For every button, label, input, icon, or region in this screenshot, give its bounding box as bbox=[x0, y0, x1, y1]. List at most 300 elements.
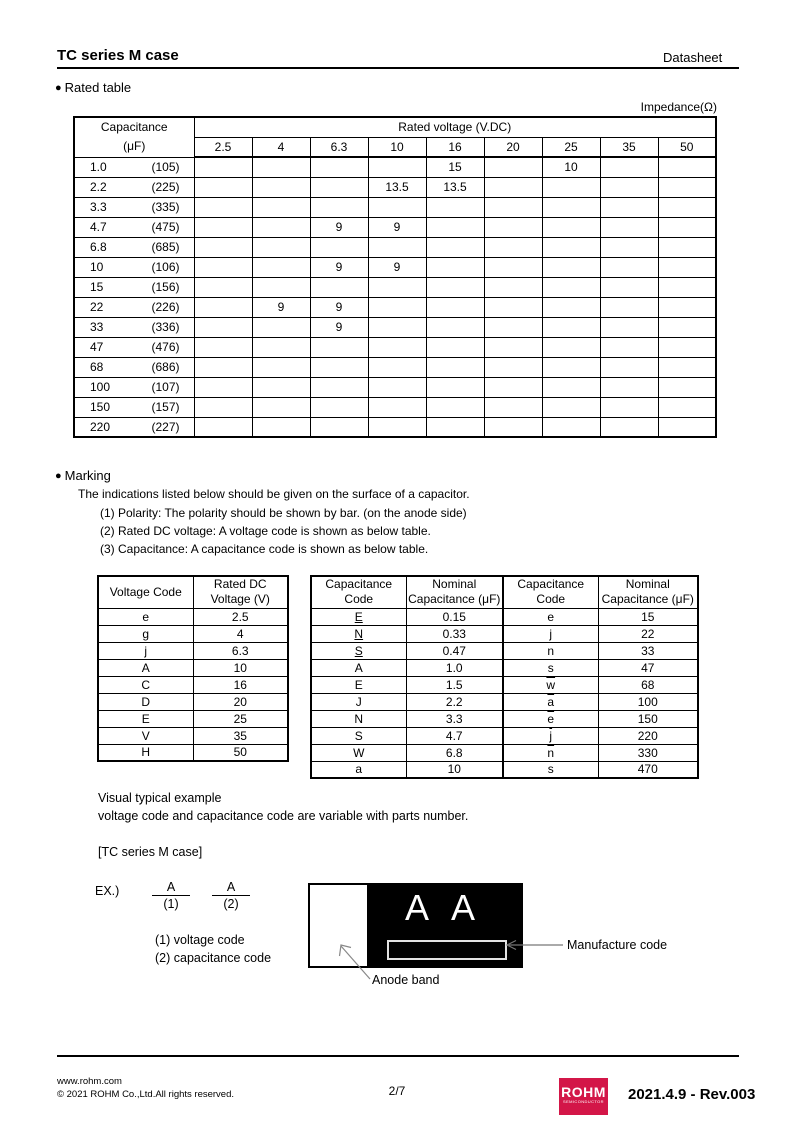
impedance-cell bbox=[426, 377, 484, 397]
table-row bbox=[98, 659, 288, 676]
table-row bbox=[503, 625, 698, 642]
impedance-cell: 9 bbox=[252, 297, 310, 317]
table-row bbox=[74, 157, 716, 177]
table-header-row bbox=[311, 592, 503, 608]
impedance-cell: 13.5 bbox=[426, 177, 484, 197]
capacitance-code-cell: S bbox=[311, 727, 406, 744]
impedance-cell bbox=[252, 397, 310, 417]
nominal-capacitance-cell: 33 bbox=[598, 642, 698, 659]
impedance-cell bbox=[368, 237, 426, 257]
nominal-capacitance-cell: 0.47 bbox=[406, 642, 503, 659]
impedance-cell bbox=[484, 257, 542, 277]
impedance-cell bbox=[542, 257, 600, 277]
table-row bbox=[74, 317, 716, 337]
impedance-cell bbox=[542, 297, 600, 317]
capacitance-code-cell: E bbox=[311, 676, 406, 693]
impedance-cell bbox=[252, 417, 310, 437]
impedance-cell: 13.5 bbox=[368, 177, 426, 197]
capacitance-code: (226) bbox=[151, 300, 180, 314]
voltage-code-cell: H bbox=[98, 744, 193, 761]
impedance-cell bbox=[252, 357, 310, 377]
impedance-cell bbox=[310, 277, 368, 297]
bullet-icon: ● bbox=[55, 82, 62, 94]
table-row bbox=[311, 744, 503, 761]
marking-item-2: (2) Rated DC voltage: A voltage code is shown as below table. bbox=[100, 524, 431, 538]
nominal-capacitance-cell: 100 bbox=[598, 693, 698, 710]
voltage-code-cell: j bbox=[98, 642, 193, 659]
voltage-code-cell: D bbox=[98, 693, 193, 710]
impedance-cell bbox=[658, 337, 716, 357]
impedance-cell bbox=[310, 237, 368, 257]
capacitance-code-table-left-body bbox=[311, 608, 503, 778]
impedance-cell bbox=[542, 177, 600, 197]
rated-voltage-cell: 25 bbox=[193, 710, 288, 727]
impedance-cell bbox=[426, 257, 484, 277]
impedance-cell: 9 bbox=[368, 217, 426, 237]
impedance-cell bbox=[658, 177, 716, 197]
impedance-cell bbox=[194, 237, 252, 257]
capacitance-code: (106) bbox=[151, 260, 180, 274]
footer-rule bbox=[57, 1055, 739, 1057]
impedance-cell bbox=[542, 317, 600, 337]
revision-label: 2021.4.9 - Rev.003 bbox=[628, 1086, 756, 1103]
impedance-cell bbox=[484, 297, 542, 317]
table-row bbox=[98, 642, 288, 659]
capacitance-code-cell: $\overline{j}$ bbox=[503, 727, 598, 744]
capacitance-code: (156) bbox=[151, 280, 180, 294]
impedance-cell bbox=[194, 277, 252, 297]
table-header-row bbox=[98, 576, 288, 592]
table-row bbox=[74, 397, 716, 417]
rated-voltage-cell: 35 bbox=[193, 727, 288, 744]
voltage-column-header: 10 bbox=[368, 137, 426, 157]
table-row bbox=[503, 693, 698, 710]
impedance-cell bbox=[600, 397, 658, 417]
nominal-capacitance-cell: 2.2 bbox=[406, 693, 503, 710]
impedance-cell bbox=[426, 217, 484, 237]
impedance-cell bbox=[252, 337, 310, 357]
fraction-denominator: (1) bbox=[163, 897, 179, 911]
nominal-capacitance-cell: 220 bbox=[598, 727, 698, 744]
impedance-cell bbox=[658, 197, 716, 217]
impedance-cell bbox=[194, 257, 252, 277]
chip-marking-text: A A bbox=[404, 887, 484, 928]
voltage-code-table-body bbox=[98, 608, 288, 761]
voltage-column-header: 35 bbox=[600, 137, 658, 157]
capacitance-code-cell: E bbox=[311, 608, 406, 625]
voltage-code-fraction bbox=[152, 880, 190, 911]
section-title: Marking bbox=[64, 468, 111, 483]
capacitance-code-table-right bbox=[502, 575, 699, 779]
capacitance-code-cell: N bbox=[311, 625, 406, 642]
impedance-cell bbox=[252, 217, 310, 237]
manufacture-code-box bbox=[387, 940, 507, 960]
nominal-capacitance-cell: 0.33 bbox=[406, 625, 503, 642]
capacitance-code: (476) bbox=[151, 340, 180, 354]
fraction-numerator: A bbox=[152, 880, 190, 896]
table-row bbox=[74, 217, 716, 237]
table-row bbox=[311, 642, 503, 659]
table-row bbox=[98, 608, 288, 625]
impedance-cell bbox=[484, 197, 542, 217]
impedance-cell bbox=[600, 317, 658, 337]
capacitance-code: (336) bbox=[151, 320, 180, 334]
impedance-cell bbox=[542, 237, 600, 257]
section-title: Rated table bbox=[64, 80, 132, 95]
table-row bbox=[503, 676, 698, 693]
impedance-cell bbox=[368, 157, 426, 177]
impedance-cell bbox=[600, 237, 658, 257]
section-rated-table bbox=[55, 80, 131, 95]
rated-voltage-cell: 2.5 bbox=[193, 608, 288, 625]
impedance-cell bbox=[368, 197, 426, 217]
impedance-cell bbox=[658, 217, 716, 237]
capacitance-code-cell: n bbox=[503, 642, 598, 659]
impedance-cell bbox=[194, 177, 252, 197]
impedance-cell bbox=[194, 317, 252, 337]
impedance-cell bbox=[658, 257, 716, 277]
capacitance-code-cell: a bbox=[311, 761, 406, 778]
nominal-capacitance-cell: 330 bbox=[598, 744, 698, 761]
section-marking bbox=[55, 468, 111, 483]
capacitance-code-cell: e bbox=[503, 608, 598, 625]
rohm-logo-subtext: SEMICONDUCTOR bbox=[563, 1099, 604, 1104]
nominal-capacitance-cell: 10 bbox=[406, 761, 503, 778]
impedance-cell bbox=[368, 397, 426, 417]
cap-code-header-line1: Capacitance bbox=[503, 576, 598, 592]
capacitance-value: 22 bbox=[90, 300, 104, 314]
impedance-cell: 9 bbox=[310, 257, 368, 277]
capacitance-code-cell: $\overline{e}$ bbox=[503, 710, 598, 727]
impedance-cell bbox=[252, 317, 310, 337]
capacitance-value: 150 bbox=[90, 400, 111, 414]
legend-capacitance-code: (2) capacitance code bbox=[155, 951, 272, 965]
rohm-logo-text: ROHM bbox=[561, 1084, 606, 1100]
impedance-cell bbox=[252, 377, 310, 397]
table-row bbox=[98, 693, 288, 710]
impedance-cell bbox=[252, 177, 310, 197]
rated-voltage-group-header: Rated voltage (V.DC) bbox=[194, 117, 716, 137]
impedance-cell bbox=[484, 377, 542, 397]
capacitance-value: 15 bbox=[90, 280, 104, 294]
capacitance-code: (105) bbox=[151, 160, 180, 174]
impedance-cell bbox=[310, 177, 368, 197]
impedance-cell bbox=[252, 277, 310, 297]
nominal-capacitance-cell: 68 bbox=[598, 676, 698, 693]
capacitance-value: 1.0 bbox=[90, 160, 107, 174]
page-title: TC series M case bbox=[57, 47, 179, 64]
voltage-code-cell: e bbox=[98, 608, 193, 625]
table-row bbox=[98, 744, 288, 761]
impedance-cell: 9 bbox=[310, 317, 368, 337]
impedance-cell bbox=[310, 417, 368, 437]
voltage-code-table bbox=[97, 575, 289, 762]
impedance-cell bbox=[484, 157, 542, 177]
table-row bbox=[503, 710, 698, 727]
page-number: 2/7 bbox=[388, 1084, 406, 1098]
impedance-cell bbox=[368, 277, 426, 297]
impedance-cell bbox=[194, 397, 252, 417]
impedance-cell bbox=[484, 177, 542, 197]
marking-intro: The indications listed below should be given on the surface of a capacitor. bbox=[78, 487, 470, 501]
capacitance-value: 4.7 bbox=[90, 220, 107, 234]
capacitance-value: 3.3 bbox=[90, 200, 107, 214]
table-row bbox=[503, 659, 698, 676]
impedance-cell bbox=[600, 177, 658, 197]
capacitance-value: 220 bbox=[90, 419, 111, 434]
capacitance-value: 33 bbox=[90, 320, 104, 334]
impedance-cell bbox=[426, 237, 484, 257]
table-row bbox=[311, 676, 503, 693]
impedance-cell bbox=[426, 297, 484, 317]
impedance-cell bbox=[368, 317, 426, 337]
footer-url: www.rohm.com bbox=[57, 1076, 122, 1087]
impedance-cell bbox=[542, 397, 600, 417]
table-row bbox=[311, 659, 503, 676]
nominal-capacitance-cell: 470 bbox=[598, 761, 698, 778]
table-header-row bbox=[503, 576, 698, 592]
table-row bbox=[74, 177, 716, 197]
table-row bbox=[74, 377, 716, 397]
voltage-code-cell: C bbox=[98, 676, 193, 693]
table-row bbox=[98, 710, 288, 727]
voltage-code-cell: E bbox=[98, 710, 193, 727]
nominal-capacitance-cell: 47 bbox=[598, 659, 698, 676]
impedance-cell bbox=[252, 157, 310, 177]
impedance-cell: 9 bbox=[310, 297, 368, 317]
impedance-cell bbox=[368, 337, 426, 357]
impedance-cell bbox=[484, 317, 542, 337]
table-row bbox=[311, 761, 503, 778]
impedance-cell bbox=[426, 197, 484, 217]
table-row bbox=[98, 625, 288, 642]
impedance-cell bbox=[310, 197, 368, 217]
capacitance-header-line2: (μF) bbox=[123, 139, 146, 154]
capacitance-code: (686) bbox=[151, 360, 180, 374]
impedance-cell bbox=[194, 157, 252, 177]
rated-voltage-cell: 16 bbox=[193, 676, 288, 693]
impedance-cell bbox=[310, 157, 368, 177]
impedance-cell bbox=[194, 217, 252, 237]
impedance-cell bbox=[600, 357, 658, 377]
impedance-cell bbox=[600, 157, 658, 177]
capacitance-value: 10 bbox=[90, 260, 104, 274]
capacitance-code-table-right-body bbox=[503, 608, 698, 778]
capacitance-code: (157) bbox=[151, 400, 180, 414]
impedance-cell bbox=[194, 297, 252, 317]
impedance-cell bbox=[658, 277, 716, 297]
impedance-cell bbox=[484, 397, 542, 417]
cap-code-header-line2: Code bbox=[503, 592, 598, 608]
capacitance-code: (475) bbox=[151, 220, 180, 234]
capacitance-code: (227) bbox=[151, 419, 180, 434]
impedance-cell bbox=[194, 337, 252, 357]
capacitance-value: 100 bbox=[90, 380, 111, 394]
footer-copyright: © 2021 ROHM Co.,Ltd.All rights reserved. bbox=[57, 1089, 235, 1100]
voltage-column-header: 6.3 bbox=[310, 137, 368, 157]
marking-item-3: (3) Capacitance: A capacitance code is shown as below table. bbox=[100, 542, 429, 556]
visual-example-line2: voltage code and capacitance code are variable with parts number. bbox=[98, 809, 469, 823]
impedance-cell bbox=[542, 197, 600, 217]
capacitance-value: 68 bbox=[90, 360, 104, 374]
impedance-cell bbox=[542, 417, 600, 437]
impedance-cell bbox=[368, 377, 426, 397]
nominal-header-line1: Nominal bbox=[598, 576, 698, 592]
table-row bbox=[74, 237, 716, 257]
impedance-cell bbox=[368, 357, 426, 377]
voltage-column-header: 16 bbox=[426, 137, 484, 157]
impedance-cell bbox=[542, 277, 600, 297]
impedance-unit-label: Impedance(Ω) bbox=[640, 100, 717, 114]
capacitance-code-cell: s bbox=[503, 659, 598, 676]
fraction-denominator: (2) bbox=[223, 897, 239, 911]
impedance-cell bbox=[484, 277, 542, 297]
rated-dc-header-line1: Rated DC bbox=[193, 576, 288, 592]
capacitance-code-cell: N bbox=[311, 710, 406, 727]
impedance-cell bbox=[252, 257, 310, 277]
nominal-capacitance-cell: 3.3 bbox=[406, 710, 503, 727]
impedance-cell bbox=[484, 417, 542, 437]
rated-voltage-cell: 10 bbox=[193, 659, 288, 676]
impedance-cell: 15 bbox=[426, 157, 484, 177]
nominal-capacitance-cell: 4.7 bbox=[406, 727, 503, 744]
impedance-cell bbox=[484, 357, 542, 377]
ex-label: EX.) bbox=[95, 884, 120, 898]
nominal-capacitance-cell: 22 bbox=[598, 625, 698, 642]
impedance-cell bbox=[194, 417, 252, 437]
voltage-column-header: 50 bbox=[658, 137, 716, 157]
rated-voltage-cell: 50 bbox=[193, 744, 288, 761]
capacitance-code-cell: A bbox=[311, 659, 406, 676]
impedance-cell bbox=[484, 237, 542, 257]
capacitance-code-cell: $\overline{s}$ bbox=[503, 761, 598, 778]
table-row bbox=[74, 257, 716, 277]
capacitance-value: 47 bbox=[90, 340, 104, 354]
cap-code-header-line2: Code bbox=[311, 592, 406, 608]
nominal-capacitance-cell: 150 bbox=[598, 710, 698, 727]
impedance-cell bbox=[542, 377, 600, 397]
anode-band-label: Anode band bbox=[372, 973, 440, 987]
table-row bbox=[74, 337, 716, 357]
impedance-cell bbox=[368, 417, 426, 437]
impedance-cell bbox=[310, 337, 368, 357]
manufacture-code-arrow bbox=[503, 938, 565, 952]
table-row bbox=[98, 727, 288, 744]
header-rule bbox=[57, 67, 739, 69]
table-row bbox=[503, 642, 698, 659]
bullet-icon: ● bbox=[55, 470, 62, 482]
capacitance-code-cell: $\overline{w}$ bbox=[503, 676, 598, 693]
impedance-cell bbox=[658, 237, 716, 257]
table-row bbox=[503, 608, 698, 625]
impedance-cell bbox=[658, 157, 716, 177]
impedance-cell bbox=[310, 397, 368, 417]
table-row bbox=[311, 625, 503, 642]
table-row bbox=[74, 277, 716, 297]
capacitance-value: 6.8 bbox=[90, 240, 107, 254]
impedance-cell bbox=[600, 337, 658, 357]
capacitance-code-table-left bbox=[310, 575, 504, 779]
rated-dc-header-line2: Voltage (V) bbox=[193, 592, 288, 608]
table-row bbox=[311, 710, 503, 727]
impedance-cell bbox=[600, 417, 658, 437]
nominal-header-line1: Nominal bbox=[406, 576, 503, 592]
capacitance-code-cell: j bbox=[503, 625, 598, 642]
impedance-cell bbox=[658, 317, 716, 337]
impedance-cell bbox=[310, 357, 368, 377]
impedance-cell bbox=[542, 337, 600, 357]
rated-table-body bbox=[74, 157, 716, 437]
table-row bbox=[98, 676, 288, 693]
capacitance-code: (107) bbox=[151, 380, 180, 394]
rohm-logo bbox=[559, 1078, 608, 1115]
impedance-cell bbox=[542, 217, 600, 237]
rated-voltage-cell: 20 bbox=[193, 693, 288, 710]
impedance-cell: 9 bbox=[310, 217, 368, 237]
impedance-cell bbox=[658, 397, 716, 417]
case-label: [TC series M case] bbox=[98, 845, 203, 859]
table-row bbox=[311, 727, 503, 744]
impedance-cell bbox=[658, 377, 716, 397]
fraction-numerator: A bbox=[212, 880, 250, 896]
rated-voltage-cell: 4 bbox=[193, 625, 288, 642]
impedance-cell bbox=[310, 377, 368, 397]
table-row bbox=[74, 417, 716, 437]
impedance-cell bbox=[426, 417, 484, 437]
table-row bbox=[74, 357, 716, 377]
impedance-cell bbox=[600, 257, 658, 277]
table-row bbox=[503, 761, 698, 778]
rated-voltage-cell: 6.3 bbox=[193, 642, 288, 659]
nominal-capacitance-cell: 15 bbox=[598, 608, 698, 625]
table-row bbox=[74, 197, 716, 217]
voltage-code-cell: V bbox=[98, 727, 193, 744]
impedance-cell bbox=[426, 337, 484, 357]
table-row bbox=[311, 693, 503, 710]
capacitance-code-cell: $\overline{a}$ bbox=[503, 693, 598, 710]
table-row bbox=[503, 727, 698, 744]
capacitance-code: (225) bbox=[151, 180, 180, 194]
impedance-cell bbox=[542, 357, 600, 377]
impedance-cell bbox=[600, 197, 658, 217]
table-row bbox=[503, 744, 698, 761]
voltage-code-cell: g bbox=[98, 625, 193, 642]
impedance-cell bbox=[194, 197, 252, 217]
capacitance-code-cell: S bbox=[311, 642, 406, 659]
voltage-column-header: 25 bbox=[542, 137, 600, 157]
impedance-cell bbox=[426, 357, 484, 377]
impedance-cell bbox=[194, 357, 252, 377]
table-header-row bbox=[311, 576, 503, 592]
voltage-column-header: 20 bbox=[484, 137, 542, 157]
table-row bbox=[311, 608, 503, 625]
capacitance-value: 2.2 bbox=[90, 180, 107, 194]
marking-item-1: (1) Polarity: The polarity should be shown by bar. (on the anode side) bbox=[100, 506, 467, 520]
manufacture-code-label: Manufacture code bbox=[567, 938, 668, 952]
voltage-column-header: 2.5 bbox=[194, 137, 252, 157]
table-header-row bbox=[74, 117, 716, 137]
capacitance-header bbox=[74, 117, 194, 157]
nominal-capacitance-cell: 6.8 bbox=[406, 744, 503, 761]
impedance-cell: 10 bbox=[542, 157, 600, 177]
nominal-capacitance-cell: 0.15 bbox=[406, 608, 503, 625]
voltage-column-header: 4 bbox=[252, 137, 310, 157]
impedance-cell bbox=[600, 277, 658, 297]
nominal-header-line2: Capacitance (μF) bbox=[598, 592, 698, 608]
capacitance-code-cell: W bbox=[311, 744, 406, 761]
capacitance-header-line1: Capacitance bbox=[100, 120, 168, 135]
impedance-cell bbox=[426, 277, 484, 297]
